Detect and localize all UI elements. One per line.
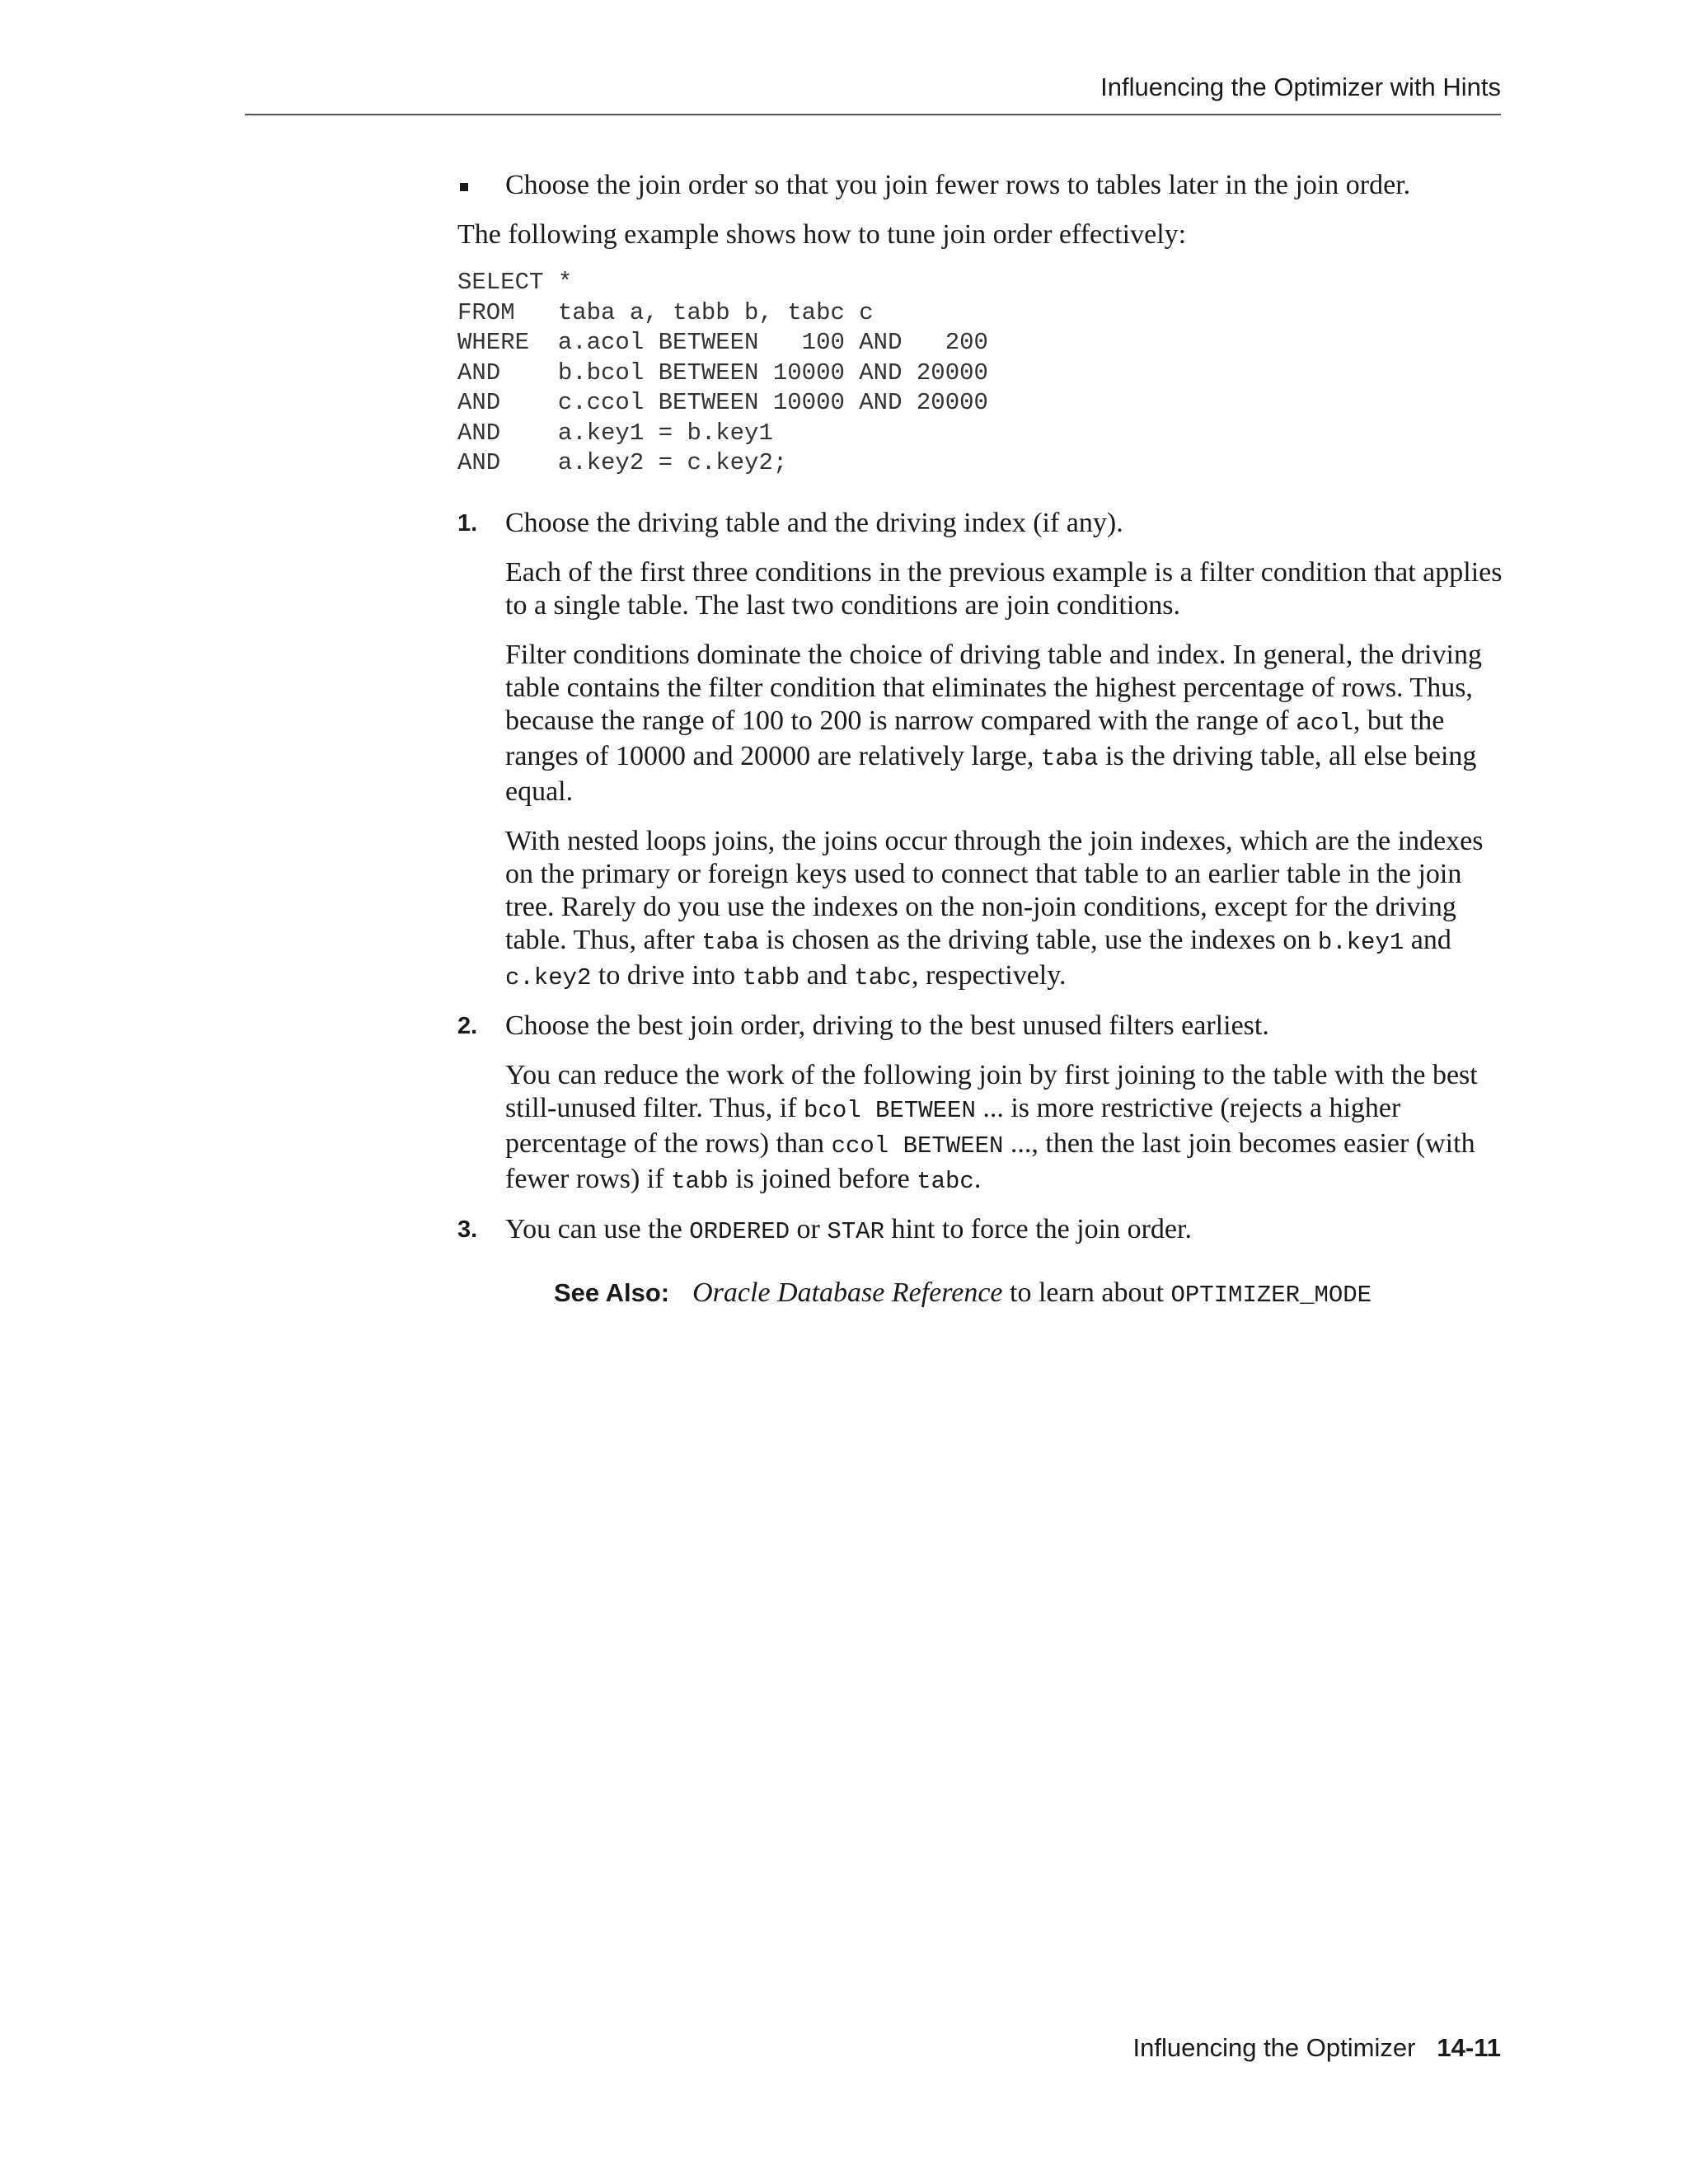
page-number: 14-11 [1437,2033,1501,2062]
lead-paragraph: The following example shows how to tune join order effectively: [457,219,1187,250]
see-also-note [457,1277,1503,1312]
see-also-label: See Also: [554,1277,670,1307]
step-paragraph: With nested loops joins, the joins occur through the join indexes, which are the indexes on the primary or foreign keys used to connect that table to an earlier table in the join tree. Rarely do you use the indexes on the non-join conditions, except for the driving table. Thus, after taba is chosen as the driving table, use the indexes on b.key1 and c.key2 to drive into tabb and tabc, respectively. [505,825,1484,991]
see-also-reference-link[interactable]: Oracle Database Reference [692,1277,1003,1308]
footer-chapter: Influencing the Optimizer [1132,2033,1416,2062]
inline-code: bcol BETWEEN [804,1096,976,1124]
step-title: You can use the ORDERED or STAR hint to force the join order. [505,1213,1192,1245]
code-line: AND a.key1 = b.key1 [457,419,773,447]
code-line: SELECT * [457,269,573,296]
code-line: AND b.bcol BETWEEN 10000 AND 20000 [457,359,988,387]
see-also-text: to learn about [1002,1277,1171,1308]
step-paragraph: You can reduce the work of the following join by first joining to the table with the best still-unused filter. Thus, if bcol BETWEEN ... is more restrictive (rejects a higher percentage of the rows) than ccol BETWEEN ..., then the last join becomes easier (with fewer rows) if tabb is joined before tabc. [505,1059,1478,1195]
code-line: AND a.key2 = c.key2; [457,449,788,476]
inline-code: ORDERED [689,1217,790,1245]
inline-code: ccol BETWEEN [831,1132,1004,1160]
code-line: WHERE a.acol BETWEEN 100 AND 200 [457,329,988,356]
code-line: AND c.ccol BETWEEN 10000 AND 20000 [457,389,988,416]
inline-code: tabb [671,1167,729,1195]
page-footer [1133,2033,1501,2063]
square-bullet-icon [460,183,468,191]
inline-code: acol [1296,709,1353,737]
bullet-item [457,169,1503,202]
step-title: Choose the best join order, driving to the best unused filters earliest. [505,1010,1269,1041]
step-3 [457,1213,1503,1249]
running-header: Influencing the Optimizer with Hints [1100,73,1501,101]
inline-code: OPTIMIZER_MODE [1170,1281,1372,1309]
inline-code: taba [1040,744,1099,772]
step-paragraph: Each of the first three conditions in the previous example is a filter condition that applies to a single table. The last two conditions are join conditions. [505,556,1503,621]
page-body [457,169,1503,1312]
inline-code: tabc [854,963,912,991]
header-rule [245,114,1501,115]
step-title: Choose the driving table and the driving index (if any). [505,507,1123,538]
inline-code: c.key2 [505,963,592,991]
step-number: 1. [457,509,478,537]
inline-code: STAR [827,1217,884,1245]
step-2 [457,1010,1503,1198]
inline-code: taba [701,928,759,956]
inline-code: b.key1 [1317,928,1404,956]
inline-code: tabb [742,963,800,991]
step-paragraph: Filter conditions dominate the choice of driving table and index. In general, the driving table contains the filter condition that eliminates the highest percentage of rows. Thus, because the range of 100 to 200 is narrow compared with the range of acol, but the ranges of 10000 and 20000 are relatively large, taba is the driving table, all else being equal. [505,639,1482,807]
inline-code: tabc [917,1167,974,1195]
step-1 [457,507,1503,995]
code-example [457,268,1503,479]
code-line: FROM taba a, tabb b, tabc c [457,298,874,326]
step-number: 2. [457,1012,478,1039]
step-number: 3. [457,1216,478,1243]
bullet-text: Choose the join order so that you join fewer rows to tables later in the join order. [505,170,1411,200]
